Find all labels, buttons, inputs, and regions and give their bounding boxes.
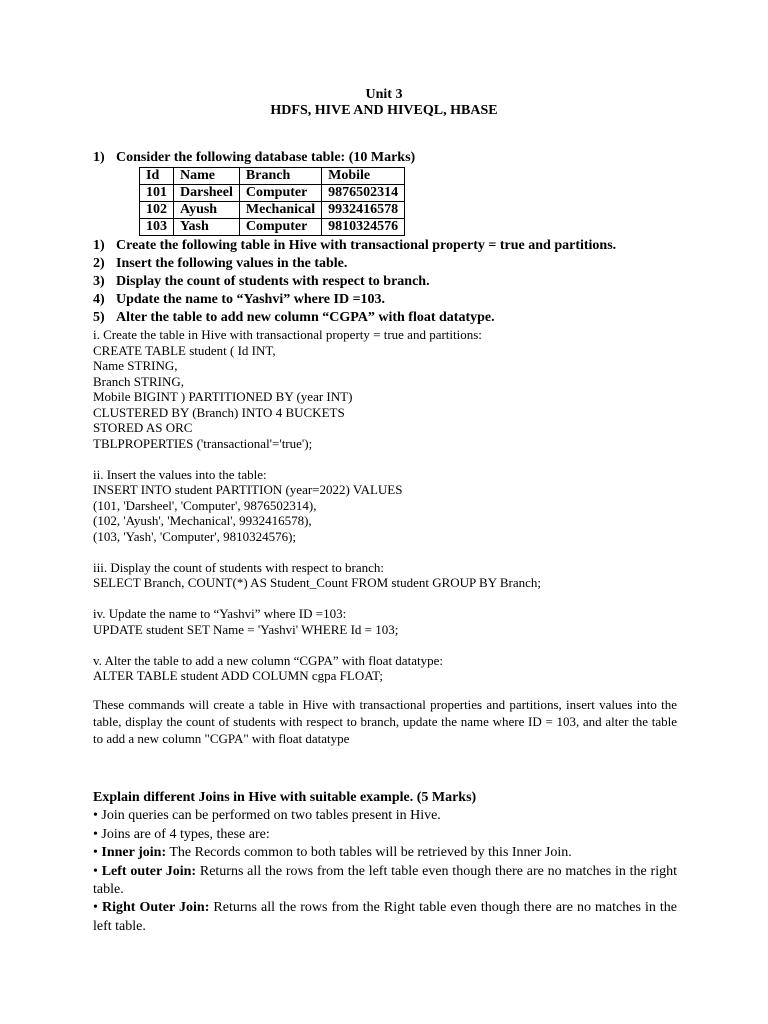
bullet-item: • Joins are of 4 types, these are:	[93, 826, 270, 842]
bullet-text: Join queries can be performed on two tables present in Hive.	[101, 808, 441, 824]
answer-line: v. Alter the table to add a new column “CGPA” with float datatype:	[93, 652, 443, 668]
code-line: ALTER TABLE student ADD COLUMN cgpa FLOAT;	[93, 668, 384, 683]
table-header-row	[140, 168, 405, 185]
task-text: Update the name to “Yashvi” where ID =103.	[116, 292, 386, 307]
table-cell: Darsheel	[174, 185, 240, 202]
table-cell: Mechanical	[239, 202, 321, 219]
task-text: Alter the table to add new column “CGPA” with float datatype.	[116, 310, 495, 325]
blank-line	[93, 544, 541, 560]
task-text: Create the following table in Hive with transactional property = true and partitions.	[116, 238, 617, 253]
bullet-item: • Right Outer Join: Returns all the rows from the Right table even though there are no matches in the left table.	[93, 900, 677, 934]
task-item	[93, 255, 616, 273]
bullet-text: Returns all the rows from the Right table even though there are no matches in the left table.	[93, 900, 677, 934]
code-line: (101, 'Darsheel', 'Computer', 9876502314),	[93, 497, 317, 513]
bullet-term: Right Outer Join:	[101, 900, 210, 916]
bullet-text: The Records common to both tables will be retrieved by this Inner Join.	[166, 845, 572, 861]
task-text: Display the count of students with respect to branch.	[116, 274, 430, 289]
header-cell: Name	[174, 168, 240, 185]
header-cell: Mobile	[322, 168, 405, 185]
bullet-item: • Left outer Join: Returns all the rows from the left table even though there are no matches in the right table.	[93, 863, 677, 898]
table-cell: 101	[140, 185, 174, 202]
task-item	[93, 291, 616, 309]
table-cell: 9876502314	[322, 185, 405, 202]
page-header	[0, 87, 768, 119]
task-number: 1)	[93, 238, 105, 253]
answer-line: iv. Update the name to “Yashvi” where ID =103:	[93, 606, 347, 621]
table-row	[140, 185, 405, 202]
bullet-term: Inner join:	[101, 845, 167, 861]
table-row	[140, 219, 405, 236]
task-number: 5)	[93, 310, 105, 325]
table-cell: Computer	[239, 219, 321, 236]
blank-line	[93, 591, 541, 607]
task-number: 4)	[93, 292, 105, 307]
question-number: 1)	[93, 150, 105, 165]
task-list	[93, 237, 616, 327]
unit-label: Unit 3	[365, 87, 403, 102]
code-line: UPDATE student SET Name = 'Yashvi' WHERE Id = 103;	[93, 621, 399, 637]
code-line: STORED AS ORC	[93, 420, 193, 435]
bullet-text: Joins are of 4 types, these are:	[101, 826, 270, 842]
task-item	[93, 237, 616, 255]
answer-block	[93, 327, 541, 684]
task-item	[93, 309, 616, 327]
answer-line: iii. Display the count of students with respect to branch:	[93, 559, 384, 575]
code-line: Branch STRING,	[93, 373, 184, 389]
code-line: INSERT INTO student PARTITION (year=2022) VALUES	[93, 482, 403, 497]
question-1	[93, 150, 415, 166]
code-line: SELECT Branch, COUNT(*) AS Student_Count FROM student GROUP BY Branch;	[93, 575, 542, 590]
task-number: 3)	[93, 274, 105, 289]
bullet-term: Left outer Join:	[101, 863, 197, 879]
bullet-item: • Join queries can be performed on two tables present in Hive.	[93, 808, 441, 824]
page-title: HDFS, HIVE AND HIVEQL, HBASE	[270, 103, 498, 118]
table-cell: 9932416578	[322, 202, 405, 219]
task-number: 2)	[93, 256, 105, 271]
code-line: Name STRING,	[93, 358, 178, 373]
header-cell: Id	[140, 168, 174, 185]
code-line: CLUSTERED BY (Branch) INTO 4 BUCKETS	[93, 404, 345, 420]
table-row	[140, 202, 405, 219]
answer-line: ii. Insert the values into the table:	[93, 466, 267, 482]
bullet-item: • Inner join: The Records common to both tables will be retrieved by this Inner Join.	[93, 845, 572, 861]
code-line: (103, 'Yash', 'Computer', 9810324576);	[93, 528, 297, 544]
table-cell: Yash	[174, 219, 240, 236]
table-cell: 9810324576	[322, 219, 405, 236]
task-text: Insert the following values in the table.	[116, 256, 348, 271]
code-line: CREATE TABLE student ( Id INT,	[93, 342, 276, 358]
table-cell: 103	[140, 219, 174, 236]
header-cell: Branch	[239, 168, 321, 185]
bullet-text: Returns all the rows from the left table even though there are no matches in the right table.	[93, 863, 677, 898]
question-text: Consider the following database table: (10 Marks)	[116, 150, 416, 165]
joins-section	[93, 789, 677, 936]
section-title: Explain different Joins in Hive with suitable example. (5 Marks)	[93, 790, 477, 805]
summary-paragraph: These commands will create a table in Hive with transactional properties and partitions, insert values into the table, display the count of students with respect to branch, update the name where ID = 103, and alter the table to add a new column "CGPA" with float datatype	[93, 697, 677, 746]
code-line: (102, 'Ayush', 'Mechanical', 9932416578),	[93, 513, 312, 528]
answer-line: i. Create the table in Hive with transactional property = true and partitions:	[93, 327, 482, 342]
blank-line	[93, 451, 541, 467]
table-cell: 102	[140, 202, 174, 219]
code-line: TBLPROPERTIES ('transactional'='true');	[93, 435, 313, 451]
student-table	[139, 167, 405, 236]
blank-line	[93, 637, 541, 653]
table-cell: Computer	[239, 185, 321, 202]
code-line: Mobile BIGINT ) PARTITIONED BY (year INT)	[93, 389, 353, 404]
task-item	[93, 273, 616, 291]
table-cell: Ayush	[174, 202, 240, 219]
